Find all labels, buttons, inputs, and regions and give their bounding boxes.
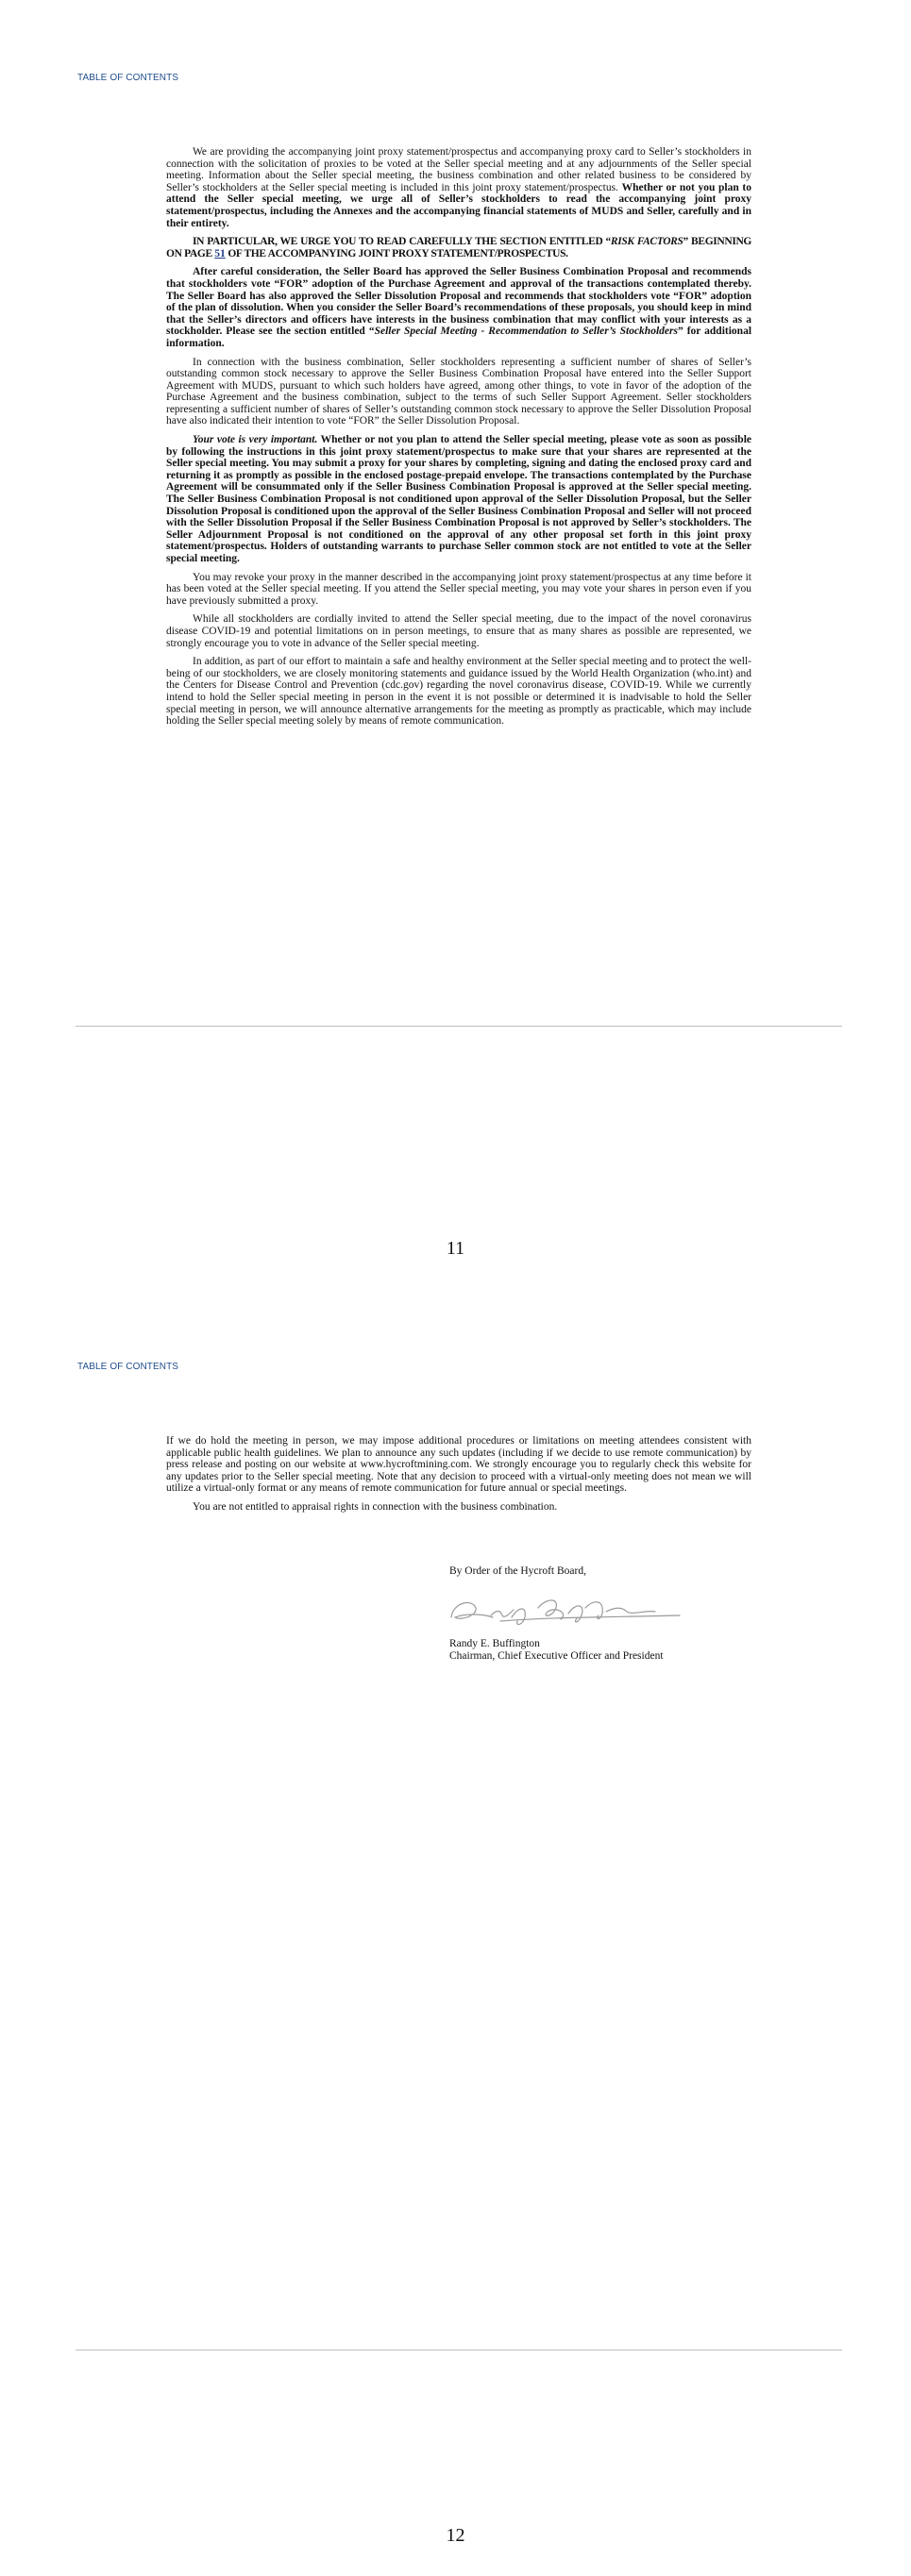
- page-12-body: [166, 1435, 751, 1520]
- signatory-name: Randy E. Buffington: [449, 1638, 540, 1649]
- signatory-title: Chairman, Chief Executive Officer and President: [449, 1650, 664, 1662]
- board-text: After careful consideration, the Seller Board has approved the Seller Business Combination Proposal and recommends that stockholders vote “FOR” adoption of the Purchase Agreement and approval of the transactions contemplated thereby. The Seller Board has also approved the Seller Dissolution Proposal and recommends that stockholders vote “FOR” adoption of the plan of dissolution. When you consider the Seller Board’s recommendations of these proposals, you should keep in mind that the Seller’s directors and officers have interests in the business combination that may conflict with your interests as a stockholder. Please see the section entitled “: [166, 266, 751, 338]
- page-51-link[interactable]: 51: [214, 247, 226, 259]
- board-section-reference: Seller Special Meeting - Recommendation to Seller’s Stockholders: [374, 326, 678, 338]
- risk-text-b: ” BEGINNING ON PAGE: [166, 236, 752, 259]
- signatory-block: [449, 1638, 664, 1663]
- page-number-12: 12: [446, 2525, 465, 2546]
- vote-important-italic: Your vote is very important.: [193, 434, 318, 446]
- page-divider: [76, 1026, 842, 1027]
- risk-text-c: OF THE ACCOMPANYING JOINT PROXY STATEMENT/PROSPECTUS.: [225, 247, 568, 259]
- table-of-contents-link-2[interactable]: TABLE OF CONTENTS: [77, 1362, 179, 1372]
- handwritten-signature: [444, 1589, 689, 1632]
- risk-factors-italic: RISK FACTORS: [610, 236, 683, 248]
- page-number-11: 11: [446, 1238, 465, 1259]
- vote-important-text: Whether or not you plan to attend the Seller special meeting, please vote as soon as possible by following the instructions in this joint proxy statement/prospectus to make sure that your shares are represented at the Seller special meeting. You may submit a proxy for your shares by completing, signing and dating the enclosed proxy card and returning it as promptly as possible in the enclosed postage-prepaid envelope. The transactions contemplated by the Purchase Agreement will be consummated only if the Seller Business Combination Proposal is approved at the Seller special meeting. The Seller Business Combination Proposal is not conditioned upon approval of the Seller Dissolution Proposal, but the Seller Dissolution Proposal is conditioned upon the approval of the Seller Business Combination Proposal and Seller will not proceed with the Seller Dissolution Proposal if the Seller Business Combination Proposal is not approved by Seller’s stockholders. The Seller Adjournment Proposal is not conditioned on the approval of any other proposal set forth in this joint proxy statement/prospectus. Holders of outstanding warrants to purchase Seller common stock are not entitled to vote at the Seller special meeting.: [166, 434, 751, 564]
- meeting-arrangements-paragraph: In addition, as part of our effort to maintain a safe and healthy environment at the Seller special meeting and to protect the well-being of our stockholders, we are closely monitoring statements and guidance issued by the World Health Organization (who.int) and the Centers for Disease Control and Prevention (cdc.gov) regarding the novel coronavirus disease, COVID-19. While we currently intend to hold the Seller special meeting in person in the event it is not possible or determined it is inadvisable to hold the Seller special meeting in person, we will announce alternative arrangements for the meeting as promptly as practicable, which may include holding the Seller special meeting solely by means of remote communication.: [166, 656, 751, 728]
- risk-factors-paragraph: [166, 236, 751, 259]
- vote-important-paragraph: [166, 434, 751, 565]
- support-agreement-paragraph: In connection with the business combination, Seller stockholders representing a sufficient number of shares of Seller’s outstanding common stock necessary to approve the Seller Business Combination Proposal have entered into the Seller Support Agreement with MUDS, pursuant to which such holders have agreed, among other things, to vote in favor of the adoption of the Purchase Agreement and the business combination, subject to the terms of such Seller Support Agreement. Seller stockholders representing a sufficient number of shares of Seller’s outstanding common stock necessary to approve the Seller Dissolution Proposal have also indicated their intention to vote “FOR” the Seller Dissolution Proposal.: [166, 356, 751, 427]
- by-order-line: By Order of the Hycroft Board,: [449, 1565, 586, 1577]
- table-of-contents-link[interactable]: TABLE OF CONTENTS: [77, 73, 179, 83]
- intro-bold-text: Whether or not you plan to attend the Seller special meeting, we urge all of Seller’s stockholders to read the accompanying joint proxy statement/prospectus, including the Annexes and the accompanying financial statements of MUDS and Seller, carefully and in their entirety.: [166, 181, 752, 229]
- in-person-paragraph: If we do hold the meeting in person, we may impose additional procedures or limitations on meeting attendees consistent with applicable public health guidelines. We plan to announce any such updates (including if we decide to use remote communication) by press release and posting on our website at www.hycroftmining.com. We strongly encourage you to regularly check this website for any updates prior to the Seller special meeting. Note that any decision to proceed with a virtual-only meeting does not mean we will utilize a virtual-only format or any means of remote communication for future annual or special meetings.: [166, 1435, 751, 1495]
- covid-paragraph: While all stockholders are cordially invited to attend the Seller special meeting, due to the impact of the novel coronavirus disease COVID-19 and potential limitations on in person meetings, to ensure that as many shares as possible are represented, we strongly encourage you to vote in advance of the Seller special meeting.: [166, 613, 751, 649]
- intro-paragraph: [166, 146, 751, 229]
- appraisal-rights-paragraph: You are not entitled to appraisal rights in connection with the business combination.: [193, 1500, 558, 1513]
- board-recommendation-paragraph: [166, 266, 751, 349]
- risk-text-a: IN PARTICULAR, WE URGE YOU TO READ CAREFULLY THE SECTION ENTITLED “: [193, 236, 611, 248]
- revoke-proxy-paragraph: You may revoke your proxy in the manner described in the accompanying joint proxy statement/prospectus at any time before it has been voted at the Seller special meeting. If you attend the Seller special meeting, you may vote your shares in person even if you have previously submitted a proxy.: [166, 571, 751, 607]
- page-11-body: [166, 146, 751, 734]
- board-text-end: ” for additional information.: [166, 326, 752, 349]
- intro-text: We are providing the accompanying joint proxy statement/prospectus and accompanying proxy card to Seller’s stockholders in connection with the solicitation of proxies to be voted at the Seller special meeting and at any adjournments of the Seller special meeting. Information about the Seller special meeting, the business combination and other related business to be considered by Seller’s stockholders at the Seller special meeting is included in this joint proxy statement/prospectus.: [166, 146, 751, 193]
